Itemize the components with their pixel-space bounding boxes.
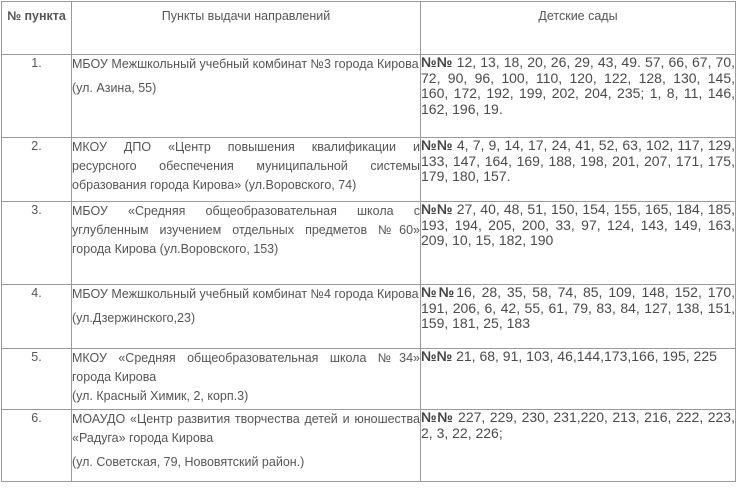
- header-number: № пункта: [2, 2, 72, 55]
- kindergartens-cell: [421, 138, 736, 202]
- numbers-prefix: №№: [421, 137, 453, 153]
- header-point: Пункты выдачи направлений: [72, 2, 421, 55]
- kindergartens-cell: [421, 285, 736, 349]
- row-number: 4.: [2, 285, 72, 349]
- table-row: [2, 410, 736, 482]
- numbers-prefix: №№: [421, 201, 453, 217]
- numbers-prefix: №№: [421, 284, 457, 300]
- numbers-prefix: №№: [421, 54, 453, 70]
- point-name: МБОУ «Средняя общеобразовательная школа с углубленным изучением отдельных предметов №60» города Кирова (ул.Воровского, 153): [72, 204, 420, 256]
- kindergartens-cell: [421, 410, 736, 482]
- kindergarten-list: 4, 7, 9, 14, 17, 24, 41, 52, 63, 102, 117, 129, 133, 147, 164, 169, 188, 198, 201, 207, 171, 175, 179, 180, 157.: [421, 137, 735, 184]
- point-name: МОАУДО «Центр развития творчества детей и юношества «Радуга» города Кирова: [72, 412, 420, 445]
- row-number: 1.: [2, 55, 72, 138]
- kindergarten-list: 16, 28, 35, 58, 74, 85, 109, 148, 152, 170, 191, 206, 6, 42, 55, 61, 79, 83, 84, 127, 138, 151, 159, 181, 25, 183: [421, 284, 735, 331]
- kindergarten-list: 227, 229, 230, 231,220, 213, 216, 222, 223, 2, 3, 22, 226;: [421, 409, 735, 441]
- row-number: 6.: [2, 410, 72, 482]
- row-number: 3.: [2, 202, 72, 285]
- point-cell: [72, 55, 421, 138]
- table-row: [2, 349, 736, 410]
- table-row: [2, 138, 736, 202]
- row-number: 5.: [2, 349, 72, 410]
- kindergartens-cell: [421, 202, 736, 285]
- point-name: МБОУ Межшкольный учебный комбинат №4 города Кирова: [72, 287, 419, 301]
- point-cell: [72, 202, 421, 285]
- point-address: (ул. Советская, 79, Нововятский район.): [72, 455, 305, 469]
- point-name: МКОУ ДПО «Центр повышения квалификации и ресурсного обеспечения муниципальной системы образования города Кирова» (ул.Воровского, 74): [72, 140, 420, 192]
- table-header-row: [2, 2, 736, 55]
- kindergarten-list: 27, 40, 48, 51, 150, 154, 155, 165, 184, 185, 193, 194, 205, 200, 33, 97, 124, 143, 149, 163, 209, 10, 15, 182, 190: [421, 201, 735, 248]
- point-address: (ул. Красный Химик, 2, корп.3): [72, 389, 249, 403]
- numbers-prefix: №№: [421, 409, 454, 425]
- table-row: [2, 285, 736, 349]
- table-row: [2, 55, 736, 138]
- point-address: (ул.Дзержинского,23): [72, 311, 196, 325]
- kindergartens-cell: [421, 349, 736, 410]
- numbers-prefix: №№: [421, 348, 453, 364]
- header-kindergartens: Детские сады: [421, 2, 736, 55]
- kindergarten-list: 12, 13, 18, 20, 26, 29, 43, 49. 57, 66, 67, 70, 72, 90, 96, 100, 110, 120, 122, 128, 130, 145, 160, 172, 192, 199, 202, 204, 235; 1, 8, 11, 146, 162, 196, 19.: [421, 54, 736, 117]
- point-address: (ул. Азина, 55): [72, 81, 157, 95]
- point-name: МБОУ Межшкольный учебный комбинат №3 города Кирова: [72, 57, 419, 71]
- point-name: МКОУ «Средняя общеобразовательная школа №34» города Кирова: [72, 351, 420, 384]
- kindergartens-cell: [421, 55, 736, 138]
- point-cell: [72, 138, 421, 202]
- row-number: 2.: [2, 138, 72, 202]
- point-cell: [72, 285, 421, 349]
- table-row: [2, 202, 736, 285]
- distribution-points-table: [1, 1, 736, 482]
- kindergarten-list: 21, 68, 91, 103, 46,144,173,166, 195, 225: [452, 348, 717, 364]
- point-cell: [72, 349, 421, 410]
- point-cell: [72, 410, 421, 482]
